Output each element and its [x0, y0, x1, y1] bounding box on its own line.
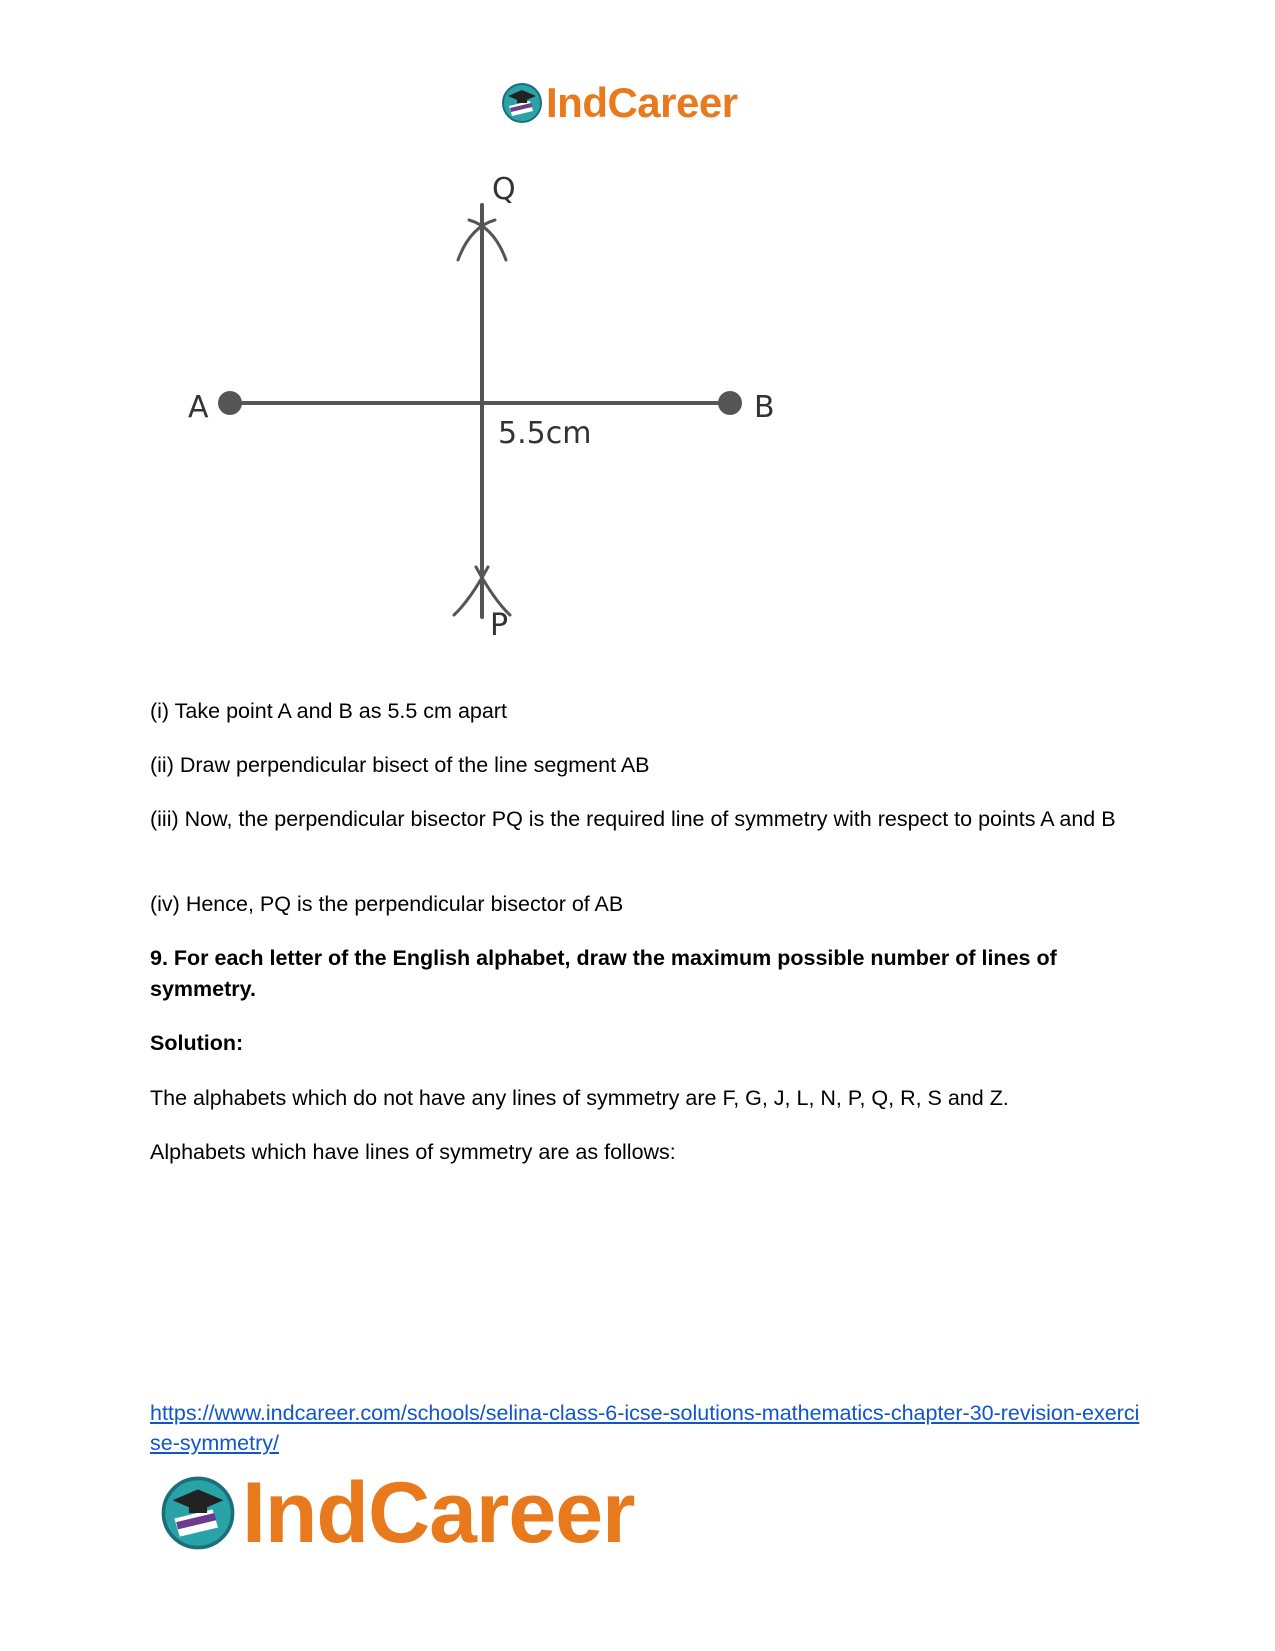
- point-a-dot: [218, 391, 242, 415]
- solution-label: Solution:: [150, 1031, 244, 1055]
- step-4: (iv) Hence, PQ is the perpendicular bisector of AB: [150, 892, 624, 916]
- graduation-cap-globe-icon: [158, 1473, 238, 1553]
- point-p-label: P: [490, 608, 509, 643]
- point-b-dot: [718, 391, 742, 415]
- logo-wordmark: IndCareer: [546, 79, 738, 126]
- step-1: (i) Take point A and B as 5.5 cm apart: [150, 699, 507, 723]
- source-link[interactable]: https://www.indcareer.com/schools/selina-class-6-icse-solutions-mathematics-chapter-30-revision-exercise-symmetry/: [150, 1401, 1140, 1455]
- perpendicular-bisector-figure: [170, 175, 790, 645]
- point-q-label: Q: [492, 175, 516, 207]
- arc-q-left: [458, 220, 495, 260]
- graduation-cap-globe-icon: [500, 81, 544, 125]
- step-2: (ii) Draw perpendicular bisect of the line segment AB: [150, 753, 650, 777]
- question-9: 9. For each letter of the English alphabet, draw the maximum possible number of lines of symmetry.: [150, 946, 1057, 1001]
- solution-line-1: The alphabets which do not have any lines of symmetry are F, G, J, L, N, P, Q, R, S and Z.: [150, 1086, 1009, 1110]
- point-b-label: B: [754, 390, 775, 425]
- header-logo: [500, 78, 738, 128]
- footer-logo: [158, 1464, 635, 1561]
- step-3: (iii) Now, the perpendicular bisector PQ is the required line of symmetry with respect to points A and B: [150, 807, 1116, 831]
- point-a-label: A: [188, 390, 209, 425]
- arc-q-right: [469, 220, 506, 260]
- logo-wordmark: IndCareer: [242, 1464, 635, 1561]
- solution-line-2: Alphabets which have lines of symmetry are as follows:: [150, 1140, 676, 1164]
- length-label: 5.5cm: [498, 416, 592, 451]
